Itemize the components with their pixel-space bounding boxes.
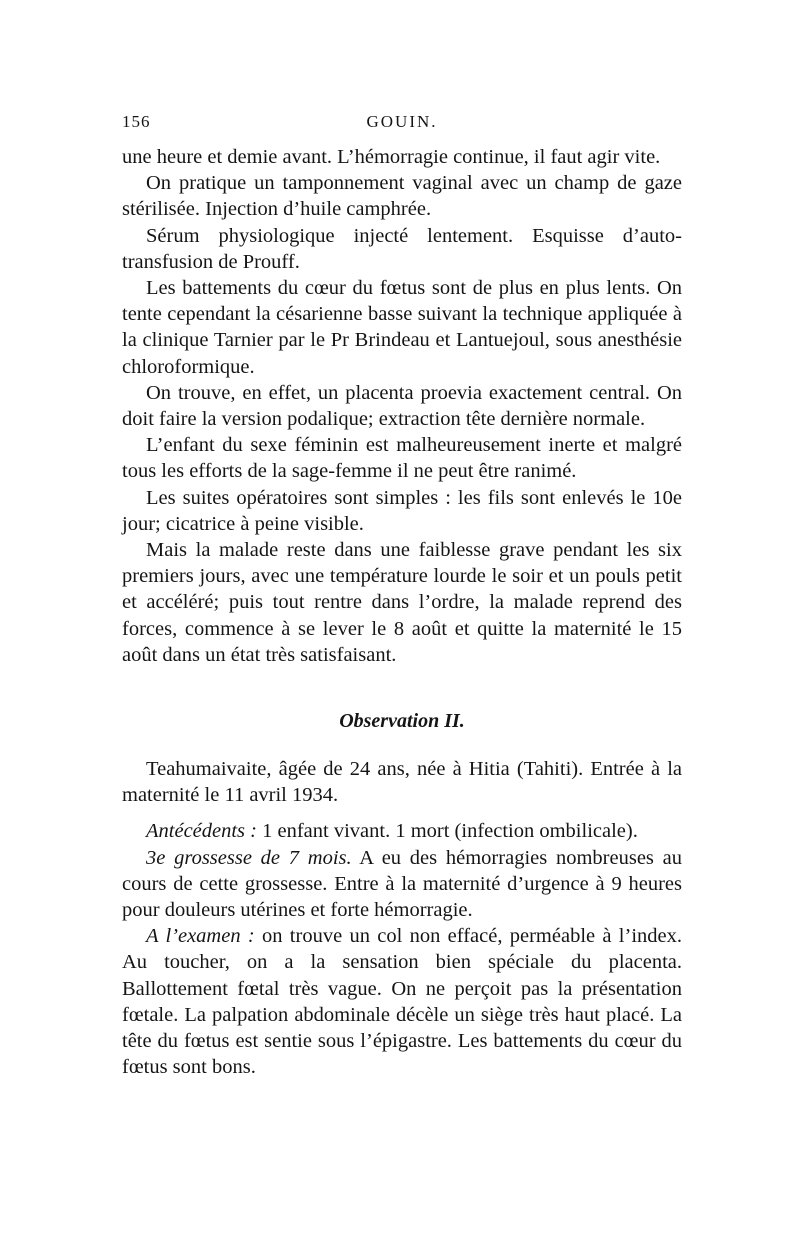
observation-intro: Teahumaivaite, âgée de 24 ans, née à Hitia (Tahiti). Entrée à la maternité le 11 avril 1934. — [122, 758, 682, 807]
page-number: 156 — [122, 112, 151, 131]
observation-title: Observation II. — [339, 710, 465, 733]
paragraph-continuation: une heure et demie avant. L’hémorragie continue, il faut agir vite. — [122, 146, 661, 168]
paragraph: Sérum physiologique injecté lentement. Esquisse d’auto-transfusion de Prouff. — [122, 224, 682, 273]
page — [122, 112, 682, 1081]
examen-label: A l’examen : — [146, 925, 255, 948]
page-header — [122, 112, 682, 144]
examen-text: on trouve un col non effacé, perméable à l’index. Au toucher, on a la sensation bien spéciale du placenta. Ballottement fœtal très vague. On ne perçoit pas la présentation fœtale. La palpation abdominale décèle un siège très haut placé. La tête du fœtus est sentie sous l’épigastre. Les battements du cœur du fœtus sont bons. — [122, 925, 682, 1079]
paragraph: Mais la malade reste dans une faiblesse grave pendant les six premiers jours, avec une température lourde le soir et un pouls petit et accéléré; puis tout rentre dans l’ordre, la malade reprend des forces, commence à se lever le 8 août et quitte la maternité le 15 août dans un état très satisfaisant. — [122, 539, 682, 666]
paragraph: L’enfant du sexe féminin est malheureusement inerte et malgré tous les efforts de la sage-femme il ne peut être ranimé. — [122, 434, 682, 483]
antecedents-paragraph — [122, 818, 682, 844]
antecedents-label: Antécédents : — [146, 820, 257, 843]
body-text — [122, 144, 682, 668]
paragraph: Les suites opératoires sont simples : les fils sont enlevés le 10e jour; cicatrice à peine visible. — [122, 486, 682, 535]
grossesse-text: A eu des hémorragies nombreuses au cours de cette grossesse. Entre à la maternité d’urgence à 9 heures pour douleurs utérines et forte hémorragie. — [122, 846, 682, 922]
examen-paragraph — [122, 923, 682, 1080]
antecedents-text: 1 enfant vivant. 1 mort (infection ombilicale). — [257, 820, 638, 843]
observation-text — [122, 756, 682, 1080]
paragraph: Les battements du cœur du fœtus sont de plus en plus lents. On tente cependant la césarienne basse suivant la technique appliquée à la clinique Tarnier par le Pr Brindeau et Lantuejoul, sous anesthésie chloroformique. — [122, 277, 682, 378]
grossesse-label: 3e grossesse de 7 mois. — [146, 846, 352, 869]
paragraph: On pratique un tamponnement vaginal avec un champ de gaze stérilisée. Injection d’huile camphrée. — [122, 172, 682, 221]
grossesse-paragraph — [122, 845, 682, 924]
running-head: GOUIN. — [366, 112, 438, 131]
paragraph: On trouve, en effet, un placenta proevia exactement central. On doit faire la version podalique; extraction tête dernière normale. — [122, 381, 682, 431]
